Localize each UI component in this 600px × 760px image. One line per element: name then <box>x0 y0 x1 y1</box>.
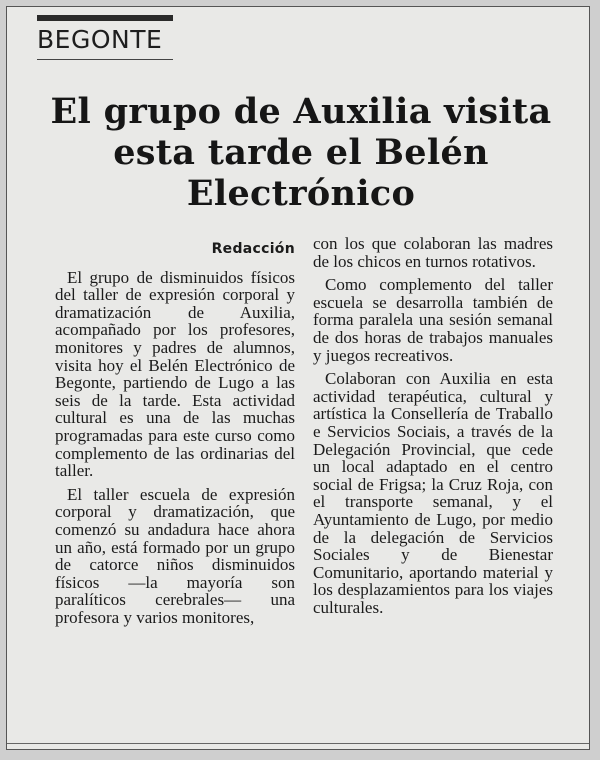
headline: El grupo de Auxilia visita esta tarde el Belén Electrónico <box>50 91 552 214</box>
paragraph: El taller escuela de expresión corporal y dramatización, que comenzó su andadura hace ahora un año, está formado por un grupo de catorce niños disminuidos físicos —la mayoría son paralíticos cerebrales— una profesora y varios monitores, <box>55 484 295 627</box>
section-label: BEGONTE <box>37 25 163 54</box>
right-column <box>313 235 553 622</box>
bottom-rule <box>7 743 589 744</box>
byline: Redacción <box>211 241 295 257</box>
paragraph: Colaboran con Auxilia en esta actividad terapéutica, cultural y artística la Consellería de Traballo e Servicios Sociais, a través de la Delegación Provincial, que cede un local adaptado en el centro social de Frigsa; la Cruz Roja, con el transporte semanal, y el Ayuntamiento de Lugo, por medio de la delegación de Servicios Sociales y de Bienestar Comunitario, aportando material y los desplazamientos para los viajes culturales. <box>313 369 553 617</box>
paragraph: Como complemento del taller escuela se desarrolla también de forma paralela una sesión semanal de dos horas de trabajos manuales y juegos recreativos. <box>313 275 553 365</box>
section-bar <box>37 15 173 21</box>
left-column <box>55 235 295 632</box>
paragraph: con los que colaboran las madres de los chicos en turnos rotativos. <box>313 234 553 271</box>
newspaper-clipping <box>6 6 590 750</box>
paragraph: El grupo de disminuidos físicos del taller de expresión corporal y dramatización de Auxilia, acompañado por los profesores, monitores y padres de alumnos, visita hoy el Belén Electrónico de Begonte, partiendo de Lugo a las seis de la tarde. Esta actividad cultural es una de las muchas programadas para este curso como complemento de las ordinarias del taller. <box>55 267 295 481</box>
section-rule <box>37 59 173 60</box>
